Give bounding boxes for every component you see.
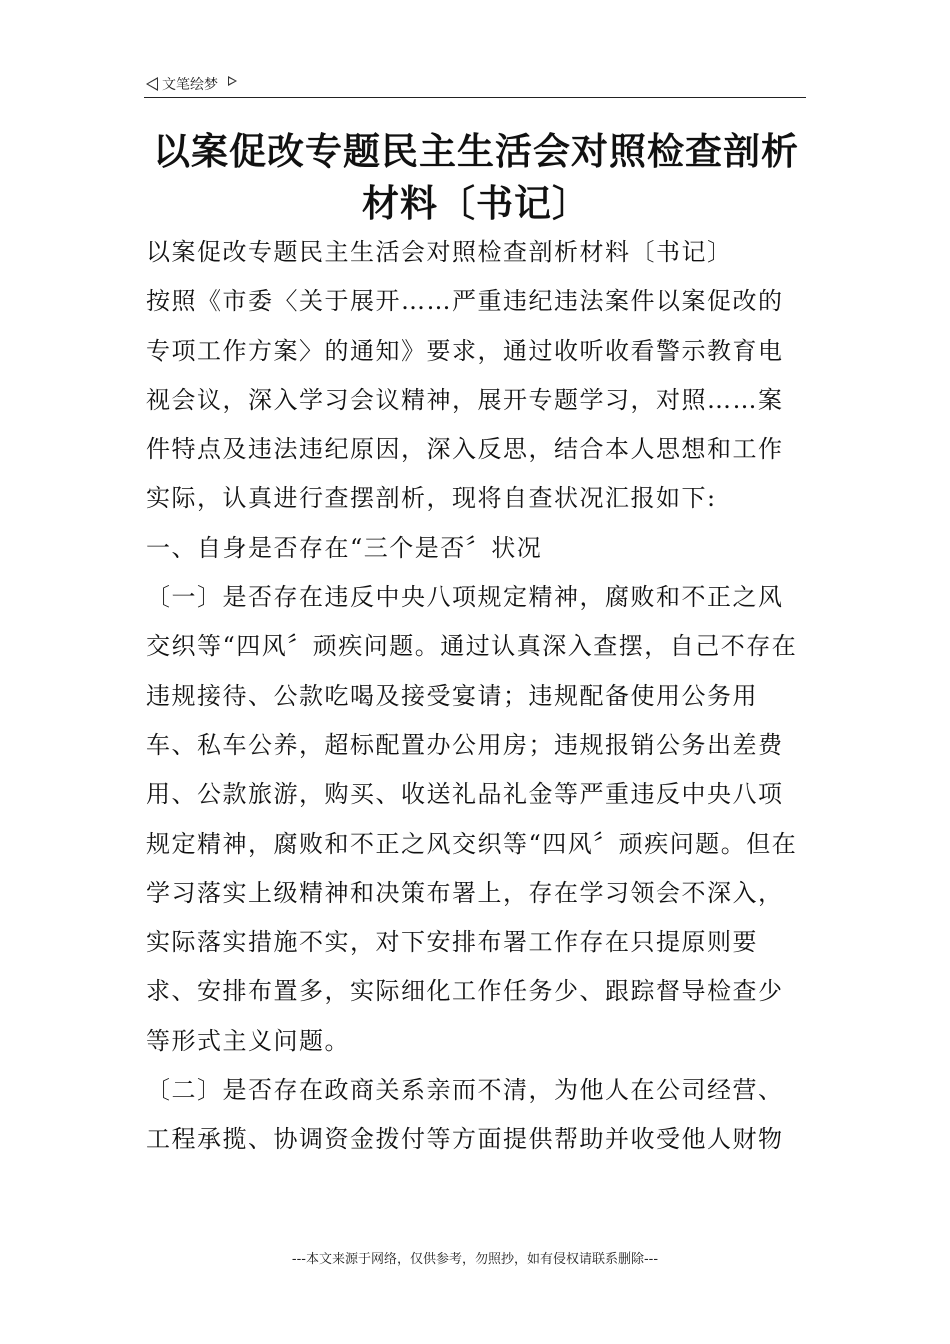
paragraph-subtitle: 以案促改专题民主生活会对照检查剖析材料〔书记〕	[146, 238, 733, 266]
paragraph-item-1: 〔一〕是否存在违反中央八项规定精神，腐败和不正之风交织等“四风〞顽疾问题。通过认真深入查摆，自己不存在违规接待、公款吃喝及接受宴请；违规配备使用公务用车、私车公养，超标配置办公用房；违规报销公务出差费用、公款旅游，购买、收送礼品礼金等严重违反中央八项规定精神，腐败和不正之风交织等“四风〞顽疾问题。但在学习落实上级精神和决策布署上，存在学习领会不深入，实际落实措施不实，对下安排布署工作存在只提原则要求、安排布置多，实际细化工作任务少、跟踪督导检查少等形式主义问题。	[146, 583, 798, 1055]
document-title: 以案促改专题民主生活会对照检查剖析材料〔书记〕	[153, 130, 799, 225]
footer-notice: ---本文来源于网络，仅供参考，勿照抄，如有侵权请联系删除---	[291, 1252, 659, 1267]
section-heading-1: 一、自身是否存在“三个是否〞状况	[146, 533, 543, 562]
triangle-right-icon	[228, 76, 237, 86]
document-body	[146, 228, 806, 1165]
brand-label: 文笔绘梦	[162, 77, 218, 93]
header-divider	[144, 97, 806, 98]
paragraph-item-2: 〔二〕是否存在政商关系亲而不清，为他人在公司经营、工程承揽、协调资金拨付等方面提供帮助并收受他人财物	[146, 1076, 784, 1154]
header-brand	[146, 74, 237, 94]
triangle-left-icon	[146, 77, 158, 91]
paragraph-intro: 按照《市委〈关于展开……严重违纪违法案件以案促改的专项工作方案〉的通知》要求，通过收听收看警示教育电视会议，深入学习会议精神，展开专题学习，对照……案件特点及违法违纪原因，深入反思，结合本人思想和工作实际，认真进行查摆剖析，现将自查状况汇报如下:	[146, 287, 784, 513]
